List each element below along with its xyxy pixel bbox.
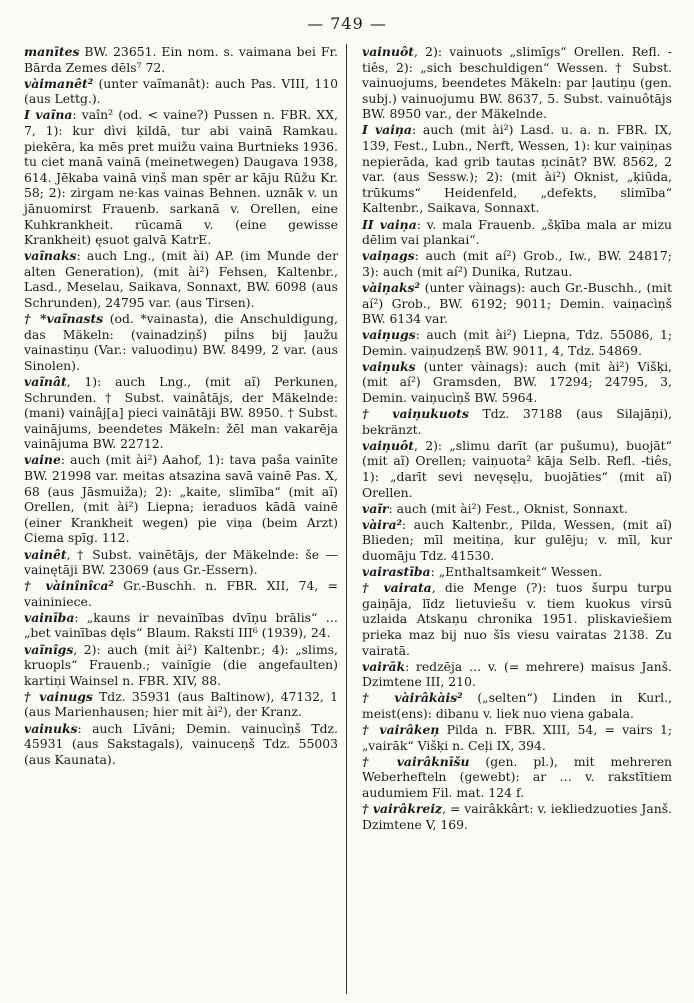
dictionary-entry: vaiņugs: auch (mit ài²) Liepna, Tdz. 55086, 1; Demin. vaiņudzeņš BW. 9011, 4, Tdz. 54869. [362,327,672,358]
headword: † vainugs [24,688,93,704]
headword: † vàirâkàis² [362,690,463,706]
headword: vairāk [362,658,406,674]
headword: manītes [24,44,80,59]
headword: vaĩnât [24,373,67,389]
dictionary-entry: vaine: auch (mit ài²) Aahof, 1): tava paša vainīte BW. 21998 var. meitas atsazina savā vainē Pas. X, 68 (aus Jāsmuiža); 2): „kaite, slimība“ (mit aĩ) Orellen, (mit ài²) Liepna; ieraduos kādā vainē (einer Krankheit wegen) pie viņa (beim Arzt) Ciema spīg. 112. [24,452,338,546]
dictionary-entry: I vaiņa: auch (mit ài²) Lasd. u. a. n. FBR. IX, 139, Fest., Lubn., Nerft, Wessen, 1): kur vaiņiņas nepierāda, kad grib tautas ņcināt? BW. 8562, 2 var. (aus Sessw.); 2): (mit ài²) Oknist, „ķiūda, trūkums“ Heidenfeld, „defekts, slimība“ Kaltenbr., Saikava, Sonnaxt. [362,122,672,216]
dictionary-entry: † vàirâkàis² („selten“) Linden in Kurl., meist(ens): dibanu v. liek nuo viena gabala. [362,690,672,721]
headword: vàimanêt² [24,75,94,91]
dictionary-entry: manītes BW. 23651. Ein nom. s. vaimana bei Fr. Bārda Zemes dēls⁷ 72. [24,44,338,75]
headword: † vairata [362,580,432,596]
dictionary-entry: I vaĩna: vaîn² (od. < vaine?) Pussen n. FBR. XX, 7, 1): kur dìvi ķildā, tur abi vainā Ramkau. piekēra, ka mēs pret muižu vaina Burtnieks 1936. tu ciet manā vainā (meinetwegen) Daugava 1938, 614. Jēkaba vainā viņš man spēr ar kāju Rūžu Kr. 58; 2): zirgam ne·kas vainas Behnen. uznāk v. un jānuomirst Frauenb. sarkanā v. Orellen, eine Kuhkrankheit. rūcamā v. (eine gewisse Krankheit) ęsuot galvā KatrE. [24,107,338,248]
dictionary-entry: vaiņuks (unter vàinags): auch (mit ài²) Višķi, (mit aí²) Gramsden, BW. 17294; 24795, 3, Demin. vaiņucìņš BW. 5964. [362,358,672,406]
dictionary-entry: † vairâkeņ Pilda n. FBR. XIII, 54, = vairs 1; „vairāk“ Višķi n. Ceļi IX, 394. [362,722,673,753]
headword: † vàinînîca² [24,578,114,594]
right-column [362,44,672,833]
dictionary-entry: † *vaĩnasts (od. *vainasta), die Anschuldigung, das Mäkeln: (vainadziņš) piĺns bij ļaužu vainastiņu (Var.: valuodiņu) BW. 8499, 2 var. (aus Sinolen). [24,311,338,373]
dictionary-entry: vainuôt, 2): vainuots „slimīgs“ Orellen. Refl. -tiês, 2): „sich beschuldigen“ Wessen. † Subst. vainuojums, beendetes Mäkeln: par ļautiņu (gen. subj.) vainuojumu BW. 8637, 5. Subst. vainuôtājs BW. 8950 var., der Mäkelnde. [362,44,672,122]
dictionary-entry: † vairâknīšu (gen. pl.), mit mehreren Weberhefteln (gewebt): ar … v. rakstītiem audumiem Fil. mat. 124 f. [362,753,673,800]
dictionary-entry: vairastība: „Enthaltsamkeit“ Wessen. [362,564,603,580]
dictionary-entry: † vairata, die Menge (?): tuos šurpu turpu gaiņāja, līdz lietuviešu v. tiem kuokus virsū uzlaida Atskaņu chronika 1951. pliskaviešiem prieka maz bij nuo šīs viesu vairatas 2138. Zu vairatā. [362,580,672,658]
dictionary-entry: vaĩnaks: auch Lng., (mit ài) AP. (im Munde der alten Generation), (mit ài²) Fehsen, Kaltenbr., Lasd., Meselau, Saikava, Sonnaxt, BW. 6098 (aus Schrunden), 24795 var. (aus Tirsen). [24,248,338,310]
headword: vainêt [24,546,67,562]
headword: vainība [24,609,75,625]
headword: vaĩr [362,500,389,516]
dictionary-entry: II vaiņa: v. mala Frauenb. „šķība mala ar mizu dēlim vai plankai“. [362,216,672,248]
headword: vaine [24,452,61,468]
column-divider [346,44,347,994]
left-column [24,44,338,768]
headword: vaiņugs [362,327,416,343]
headword: † vaiņukuots [362,406,469,422]
dictionary-entry: † vainugs Tdz. 35931 (aus Baltinow), 47132, 1 (aus Marienhausen; hier mit ài²), der Kranz. [24,688,338,720]
headword: vàiņaks² [362,279,420,295]
dictionary-entry: vainêt, † Subst. vainētājs, der Mäkelnde: še — vainętāji BW. 23069 (aus Gr.-Essern). [24,546,338,578]
headword: vairastība [362,564,431,580]
headword: † vairâknīšu [362,753,470,769]
headword: vainuôt [362,44,414,59]
headword: vaiņuks [362,358,416,374]
headword: I vaĩna [24,107,73,123]
dictionary-entry: † vaiņukuots Tdz. 37188 (aus Silajāņi), bekränzt. [362,406,672,437]
headword: vaiņuôt [362,437,414,453]
dictionary-entry: vaiņags: auch (mit aí²) Grob., Iw., BW. 24817; 3): auch (mit aí²) Dunika, Rutzau. [362,248,672,279]
dictionary-entry: vaĩnât, 1): auch Lng., (mit aĩ) Perkunen, Schrunden. † Subst. vainâtājs, der Mäkelnde: (mani) vainâj[a] pieci vainātāji BW. 8950. † Subst. vainājums, beendetes Mäkeln: žēl man vakarēja vainājuma BW. 22712. [24,373,338,452]
headword: vainuks [24,720,78,736]
headword: † *vaĩnasts [24,311,104,327]
headword: I vaiņa [362,122,412,138]
dictionary-entry: vaĩr: auch (mit ài²) Fest., Oknist, Sonnaxt. [362,500,628,516]
headword: vaĩnîgs [24,641,74,657]
headword: vaiņags [362,248,415,264]
dictionary-entry: † vairâkreiz, = vairâkkârt: v. iekliedzuoties Janš. Dzimtene V, 169. [362,801,672,832]
dictionary-entry: vàira²: auch Kaltenbr., Pilda, Wessen, (mit aĩ) Blieden; mīl meitiņa, kur gulēju; v. mīl, kur duomāju Tdz. 41530. [362,516,672,563]
dictionary-entry: vàiņaks² (unter vàinags): auch Gr.-Buschh., (mit aí²) Grob., BW. 6192; 9011; Demin. vaiņacìņš BW. 6134 var. [362,279,672,327]
headword: vaĩnaks [24,248,77,264]
dictionary-entry: vairāk: redzēja … v. (= mehrere) maisus Janš. Dzimtene III, 210. [362,658,672,690]
dictionary-entry: vàimanêt² (unter vaĩmanât): auch Pas. VIII, 110 (aus Lettg.). [24,75,338,107]
dictionary-entry: vaĩnîgs, 2): auch (mit ài²) Kaltenbr.; 4): „slims, kruopls“ Frauenb.; vainīgie (die angefaulten) kartiņi Wainsel n. FBR. XIV, 88. [24,641,338,688]
dictionary-entry: vaiņuôt, 2): „slimu darīt (ar pušumu), buojāt“ (mit aĩ) Orellen; vaiņuota² kāja Selb. Refl. -tiês, 1): „darīt sevi nevęsęļu, buojāties“ (mit aĩ) Orellen. [362,437,672,500]
headword: † vairâkreiz [362,801,443,816]
page-number: — 749 — [307,14,387,33]
dictionary-entry: † vàinînîca² Gr.-Buschh. n. FBR. XII, 74, = vaininiece. [24,578,338,609]
dictionary-entry: vainuks: auch Līvāni; Demin. vainucìņš Tdz. 45931 (aus Sakstagals), vainuceņš Tdz. 55003 (aus Kaunata). [24,720,338,767]
headword: † vairâkeņ [362,722,440,738]
headword: vàira² [362,516,402,532]
headword: II vaiņa [362,216,417,232]
dictionary-entry: vainība: „kauns ir nevainības dvīņu brālis“ … „bet vainības dęls“ Blaum. Raksti III⁶ (1939), 24. [24,609,338,641]
